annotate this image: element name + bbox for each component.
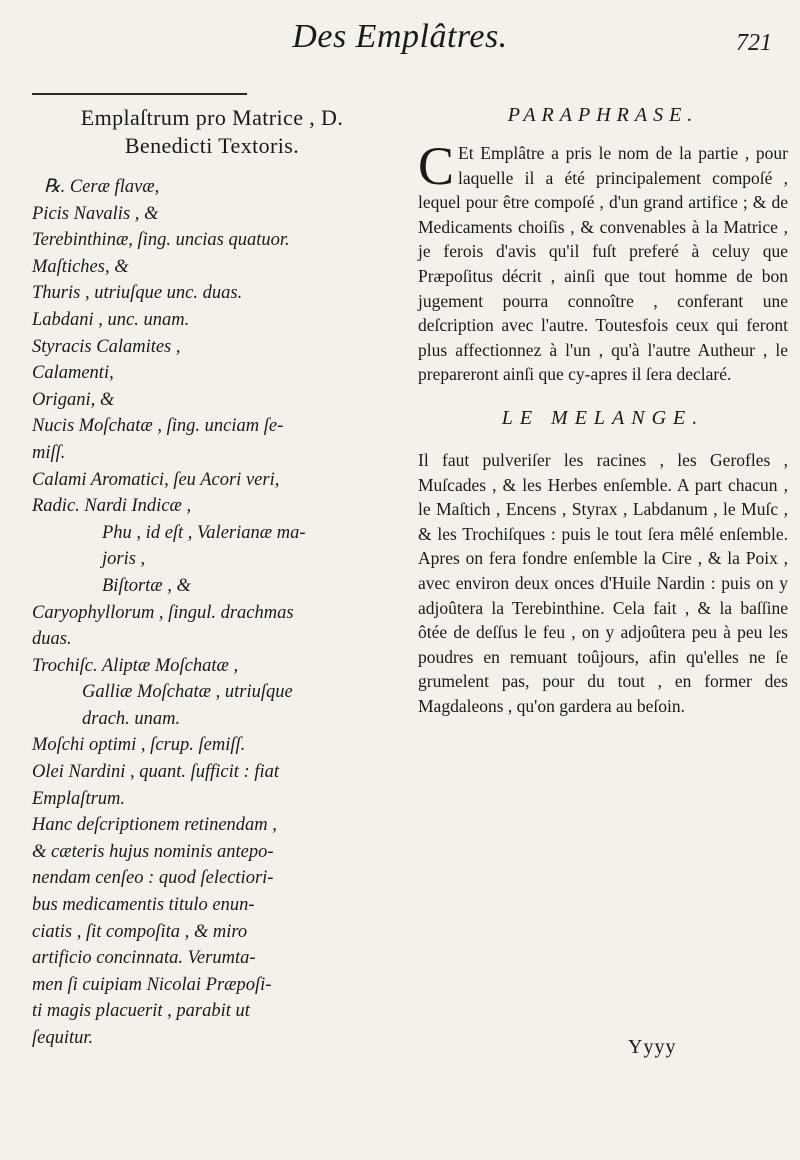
melange-heading: LE MELANGE. xyxy=(501,406,705,429)
ingredient-line: bus medicamentis titulo enun- xyxy=(32,895,255,916)
melange-text: Il faut pulveriſer les racines , les Gerofles , Muſcades , & les Herbes enſemble. A part chacun , le Maſtich , Encens , Styrax , Labdanum , le Muſc , & les Trochiſques : puis le tout ſera mêlé enſemble. Apres on fera fondre enſemble la Cire , & la Poix , avec environ deux onces d'Huile Nardin : puis on y adjoûtera la Terebinthine. Cela fait , & la baſſine ôtée de deſſus le feu , on y adjoûtera peu à peu les poudres en remuant toûjours, afin qu'elles ne ſe grumelent pas, pour du tout , en former des Magdaleons , qu'on gardera au beſoin. xyxy=(418,449,788,716)
paraphrase-text: Et Emplâtre a pris le nom de la partie , pour laquelle il a été principalement compoſé , lequel pour être compoſé , d'un grand artifice ; & de Medicaments choiſis , & convenables à la Matrice , je ferois d'avis qu'il fuſt preferé à celuy que Præpoſitus décrit , ainſi que tout homme de bon jugement pourra connoître , conferant une deſcription avec l'autre. Toutesfois ceux qui feront plus affectionnez à l'un , qu'à l'autre Autheur , le prepareront ainſi que cy-apres il ſera declaré. xyxy=(418,143,788,385)
ingredient-line: Origani, & xyxy=(32,389,115,410)
ingredient-line: joris , xyxy=(102,549,146,570)
catchword: Yyyy xyxy=(628,1036,677,1058)
ingredient-line: Maſtiches, & xyxy=(32,256,129,277)
ingredient-line: Galliæ Moſchatæ , utriuſque xyxy=(82,682,293,703)
running-title: Des Emplâtres. xyxy=(292,18,508,55)
recipe-title-line: Benedicti Textoris. xyxy=(124,133,300,158)
left-column xyxy=(32,96,392,1052)
ingredient-line: ciatis , ſit compoſita , & miro xyxy=(32,921,248,942)
ingredient-line: Phu , id eſt , Valerianæ ma- xyxy=(102,522,306,543)
ingredient-line: Thuris , utriuſque unc. duas. xyxy=(32,283,243,304)
ingredient-line: duas. xyxy=(32,629,72,650)
ingredient-line: Biſtortæ , & xyxy=(102,575,191,596)
ingredient-line: drach. unam. xyxy=(82,708,181,729)
ingredient-line: ℞. Ceræ flavæ, xyxy=(44,177,160,197)
ingredient-line: Terebinthinæ, ſing. uncias quatuor. xyxy=(32,230,290,251)
ingredient-line: Labdani , unc. unam. xyxy=(32,309,190,330)
recipe-title-line: Emplaſtrum pro Matrice , D. xyxy=(80,105,344,130)
ingredient-line: Radic. Nardi Indicæ , xyxy=(32,496,192,517)
recipe-title xyxy=(32,104,392,160)
ingredient-line: & cæteris hujus nominis antepo- xyxy=(32,841,274,862)
ingredient-line: miſſ. xyxy=(32,442,66,463)
ingredient-line: Calamenti, xyxy=(32,363,114,384)
melange-text-block xyxy=(418,448,788,719)
ingredient-line: Olei Nardini , quant. ſufficit : fiat xyxy=(32,762,280,783)
header-rule xyxy=(32,93,247,95)
ingredient-line: Calami Aromatici, ſeu Acori veri, xyxy=(32,469,280,490)
ingredient-line: Nucis Moſchatæ , ſing. unciam ſe- xyxy=(32,416,284,437)
ingredient-line: ſequitur. xyxy=(32,1028,94,1048)
ingredient-line: Hanc deſcriptionem retinendam , xyxy=(32,815,277,836)
ingredient-line: nendam cenſeo : quod ſelectiori- xyxy=(32,868,274,889)
ingredient-line: Emplaſtrum. xyxy=(32,788,126,809)
ingredient-line: ti magis placuerit , parabit ut xyxy=(32,1001,250,1022)
ingredient-line: Moſchi optimi , ſcrup. ſemiſſ. xyxy=(32,735,246,756)
ingredient-line: men ſi cuipiam Nicolai Præpoſi- xyxy=(32,974,272,995)
ingredient-line: Caryophyllorum , ſingul. drachmas xyxy=(32,602,294,623)
ingredient-line: artificio concinnata. Verumta- xyxy=(32,948,256,969)
ingredient-line: Trochiſc. Aliptæ Moſchatæ , xyxy=(32,655,239,676)
ingredient-line: Picis Navalis , & xyxy=(32,203,159,224)
drop-cap: C xyxy=(418,136,455,196)
ingredient-list xyxy=(32,174,392,1052)
paraphrase-text-block xyxy=(418,136,788,387)
right-column xyxy=(418,96,788,718)
page-number: 721 xyxy=(736,30,772,56)
paraphrase-heading: PARAPHRASE. xyxy=(507,104,699,126)
ingredient-line: Styracis Calamites , xyxy=(32,336,181,357)
